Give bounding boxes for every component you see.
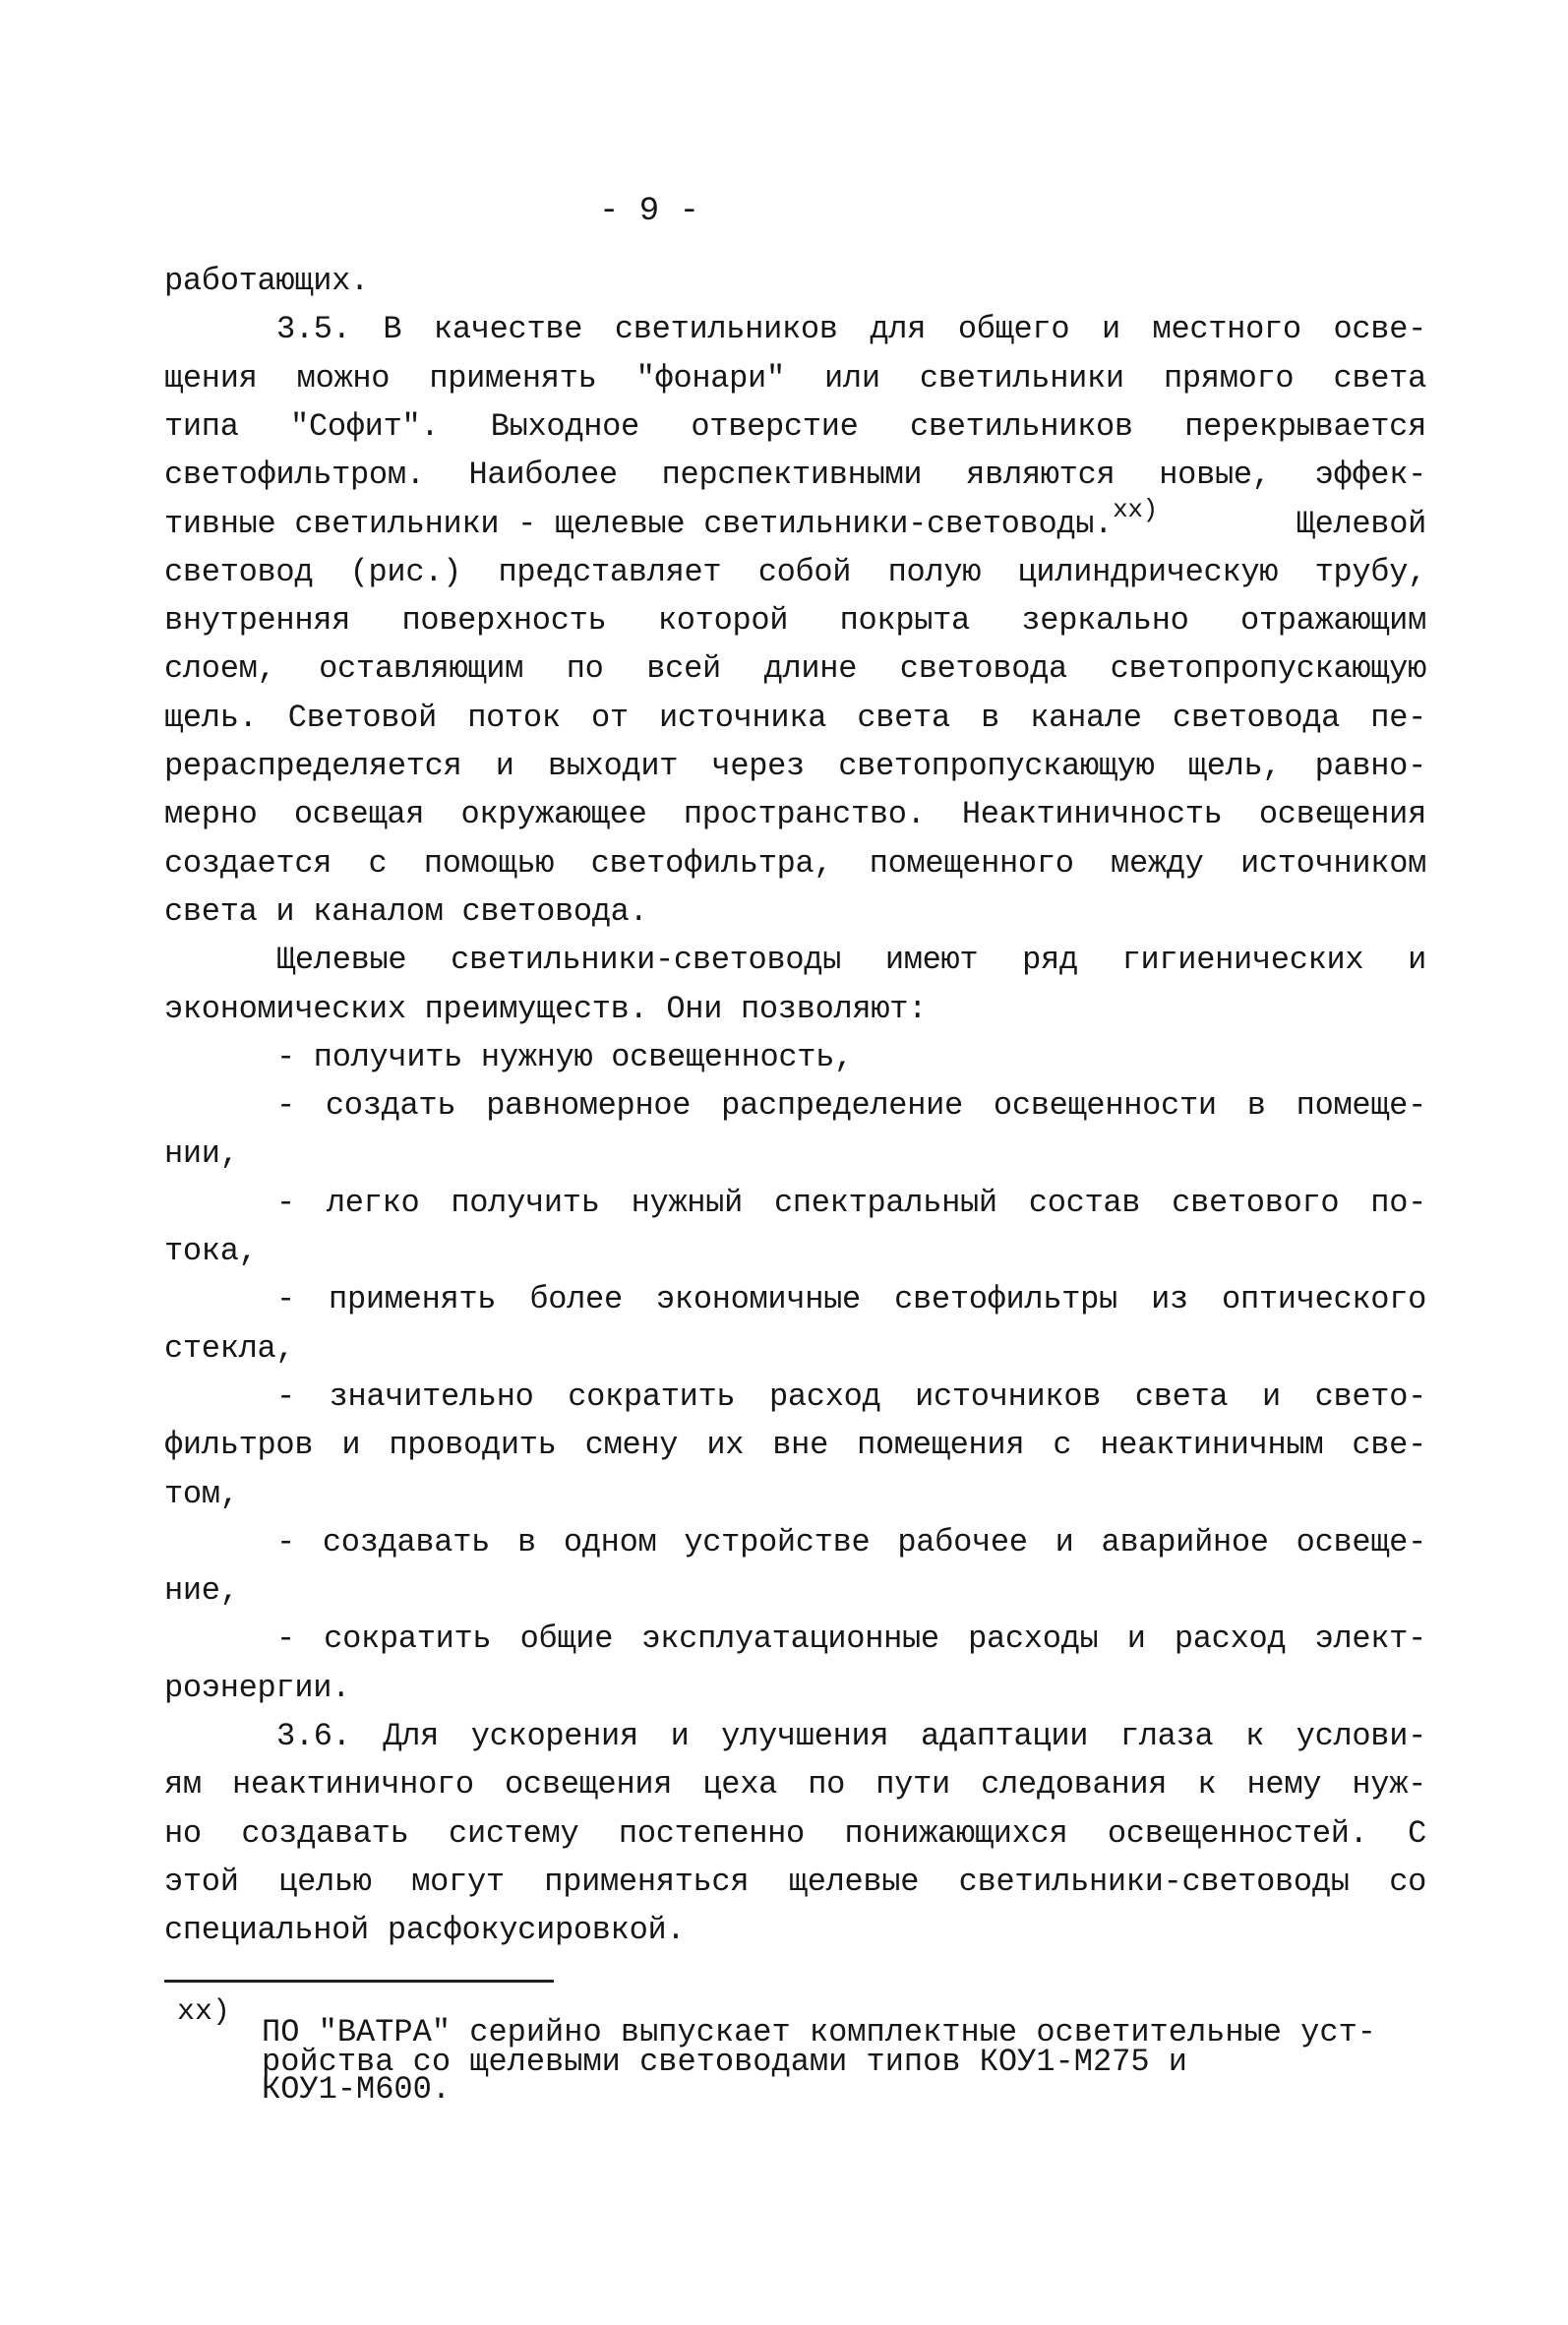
text-line: работающих. — [164, 263, 369, 299]
text-line-part: Щелевой — [1296, 505, 1426, 542]
text-line: щель. Световой поток от источника света в канале световода пе- — [164, 699, 1426, 736]
footnote-line: ПО "ВАТРА" серийно выпускает комплектные осветительные уст- — [262, 2014, 1376, 2050]
footnote-reference: хх) — [1113, 494, 1158, 524]
text-line: мерно освещая окружающее пространство. Неактиничность освещения — [164, 796, 1426, 833]
text-line: типа "Софит". Выходное отверстие светильников перекрывается — [164, 407, 1426, 445]
page-number: - 9 - — [598, 193, 700, 230]
footnote-mark: хх) — [177, 1995, 231, 2029]
text-line: - легко получить нужный спектральный состав светового по- — [276, 1184, 1426, 1221]
text-line: 3.5. В качестве светильников для общего и местного осве- — [276, 311, 1426, 348]
text-line: - создавать в одном устройстве рабочее и аварийное освеще- — [276, 1523, 1426, 1560]
text-line: стекла, — [164, 1329, 295, 1367]
footnote-line: КОУ1-М600. — [262, 2071, 452, 2108]
footnote-line: ройства со щелевыми световодами типов КОУ1-М275 и — [262, 2044, 1187, 2080]
text-line: фильтров и проводить смену их вне помещения с неактиничным све- — [164, 1427, 1426, 1464]
text-line: экономических преимуществ. Они позволяют: — [164, 990, 928, 1027]
text-line — [164, 494, 1426, 545]
text-line: Щелевые светильники-световоды имеют ряд гигиенических и — [276, 942, 1426, 979]
text-line: рераспределяется и выходит через светопропускающую щель, равно- — [164, 748, 1426, 784]
text-line: щения можно применять "фонари" или светильники прямого света — [164, 359, 1426, 397]
text-line: - сократить общие эксплуатационные расходы и расход элект- — [276, 1621, 1426, 1658]
text-line: тока, — [164, 1233, 258, 1269]
text-line: 3.6. Для ускорения и улучшения адаптации глаза к услови- — [276, 1718, 1426, 1754]
text-line: роэнергии. — [164, 1669, 351, 1706]
text-line: том, — [164, 1475, 239, 1512]
text-line: - создать равномерное распределение освещенности в помеще- — [276, 1087, 1426, 1125]
text-line: - применять более экономичные светофильтры из оптического — [276, 1281, 1426, 1318]
text-line: нии, — [164, 1135, 239, 1173]
text-line: но создавать систему постепенно понижающихся освещенностей. С — [164, 1814, 1426, 1852]
text-line: - получить нужную освещенность, — [276, 1038, 853, 1075]
text-line: слоем, оставляющим по всей длине световода светопропускающую — [164, 650, 1426, 688]
text-line: световод (рис.) представляет собой полую цилиндрическую трубу, — [164, 553, 1426, 590]
text-line: ние, — [164, 1572, 239, 1610]
text-line: светофильтром. Наиболее перспективными являются новые, эффек- — [164, 457, 1426, 494]
text-line: - значительно сократить расход источников света и свето- — [276, 1377, 1426, 1415]
text-line: внутренняя поверхность которой покрыта зеркально отражающим — [164, 602, 1426, 640]
text-line-part: тивные светильники - щелевые светильники-световоды. — [164, 505, 1114, 542]
footnote-separator — [164, 1980, 554, 1983]
text-line: специальной расфокусировкой. — [164, 1912, 686, 1949]
text-line: этой целью могут применяться щелевые светильники-световоды со — [164, 1863, 1426, 1900]
text-line: создается с помощью светофильтра, помещенного между источником — [164, 844, 1426, 882]
text-line: ям неактиничного освещения цеха по пути следования к нему нуж- — [164, 1766, 1426, 1804]
text-line: света и каналом световода. — [164, 892, 648, 930]
